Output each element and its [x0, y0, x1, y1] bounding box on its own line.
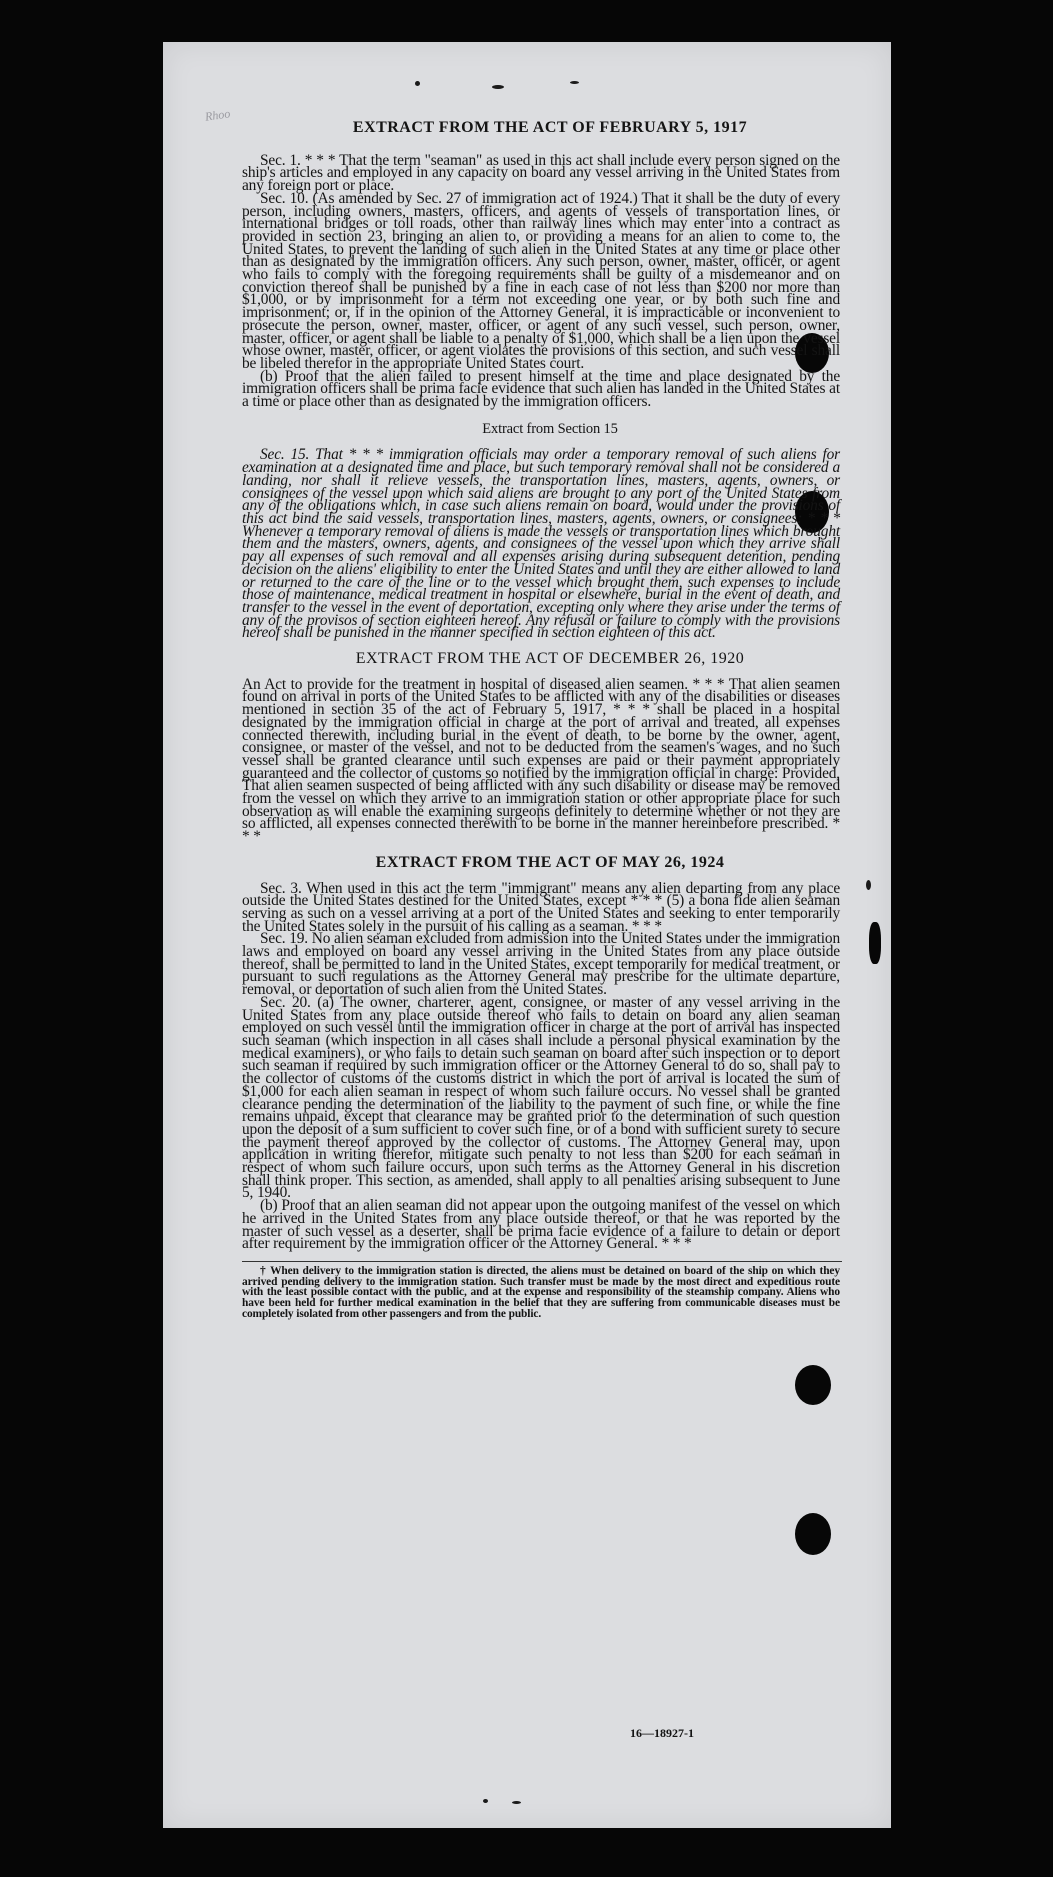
fleck — [570, 81, 579, 84]
fleck — [866, 880, 871, 890]
punch-hole — [795, 1513, 831, 1555]
fleck — [483, 1799, 488, 1803]
section-15: Sec. 15. That * * * immigration officials may order a temporary removal of such aliens for examination at a designated time and place, but such temporary removal shall not be considered a landing, nor shall it relieve vessels, the transportation lines, masters, agents, owners, or consignees of the vessel upon which said aliens are brought to any port of the United States from any of the obligations which, in case such aliens remain on board, would under the provisions of this act bind the said vessels, transportation lines, masters, agents, owners, or consignees: * * * Whenever a temporary removal of aliens is made the vessels or transportation lines which brought them and the masters, owners, agents, and consignees of the vessel upon which they arrive shall pay all expenses of such removal and all expenses arising during subsequent detention, pending decision on the aliens' eligibility to enter the United States and until they are either allowed to land or returned to the care of the line or to the vessel which brought them, such expenses to include those of maintenance, medical treatment in hospital or elsewhere, burial in the event of death, and transfer to the vessel in the event of deportation, excepting only where they arise under the terms of any of the provisos of section eighteen hereof. Any refusal or failure to comply with the provisions hereof shall be punished in the manner specified in section eighteen of this act. — [242, 446, 840, 642]
fleck — [512, 1801, 521, 1804]
fleck — [415, 81, 420, 86]
section-3: Sec. 3. When used in this act the term "immigrant" means any alien departing from any place outside the United States destined for the United States, except * * * (5) a bona fide alien seaman serving as such on a vessel arriving at a port of the United States and seeking to enter temporarily the United States solely in the pursuit of his calling as a seaman. * * * — [242, 879, 840, 935]
section-10b: (b) Proof that the alien failed to present himself at the time and place designated by the immigration officers shall be prima facie evidence that such alien has landed in the United States at a time or place other than as designated by the immigration officers. — [242, 367, 840, 411]
fleck — [492, 85, 504, 89]
heading-act-1924: EXTRACT FROM THE ACT OF MAY 26, 1924 — [375, 853, 725, 871]
document-number: 16—18927-1 — [630, 1726, 694, 1740]
heading-act-1917: EXTRACT FROM THE ACT OF FEBRUARY 5, 1917 — [352, 119, 748, 136]
heading-act-1920: EXTRACT FROM THE ACT OF DECEMBER 26, 1920 — [355, 650, 745, 668]
divider — [242, 1261, 842, 1262]
section-1: Sec. 1. * * * That the term "seaman" as used in this act shall include every person signed on the ship's articles and employed in any capacity on board any vessel arriving in the United States from any foreign port or place. — [242, 151, 840, 195]
punch-hole — [869, 922, 881, 964]
punch-hole — [795, 1365, 831, 1405]
section-10: Sec. 10. (As amended by Sec. 27 of immigration act of 1924.) That it shall be the duty of every person, including owners, masters, officers, and agents of vessels of transportation lines, or international bridges or toll roads, other than railway lines which may enter into a contract as provided in section 23, bringing an alien to, or providing a means for an alien to come to, the United States, to prevent the landing of such alien in the United States at any time or place other than as designated by the immigration officers. Any such person, owner, master, officer, or agent who fails to comply with the foregoing requirements shall be guilty of a misdemeanor and on conviction thereof shall be punished by a fine in each case of not less than $200 nor more than $1,000, or by imprisonment for a term not exceeding one year, or by both such fine and imprisonment; or, if in the opinion of the Attorney General, it is impracticable or inconvenient to prosecute the person, owner, master, officer, or agent of any such vessel, such person, owner, master, officer, or agent shall be liable to a penalty of $1,000, which shall be a lien upon the vessel whose owner, master, officer, or agent violates the provisions of this section, and such vessel shall be libeled therefor in the appropriate United States court. — [242, 189, 840, 372]
footnote: † When delivery to the immigration station is directed, the aliens must be detained on board of the ship on which they arrived pending delivery to the immigration station. Such transfer must be made by the most direct and expeditious route with the least possible contact with the public, and at the expense and responsibility of the steamship company. Aliens who have been held for further medical examination in the belief that they are suffering from communicable diseases must be completely isolated from other passengers and from the public. — [242, 1264, 840, 1320]
section-20: Sec. 20. (a) The owner, charterer, agent, consignee, or master of any vessel arriving in the United States from any place outside thereof who fails to detain on board any alien seaman employed on such vessel until the immigration officer in charge at the port of arrival has inspected such seaman (which inspection in all cases shall include a personal physical examination by the medical examiners), or who fails to detain such seaman on board after such inspection or to deport such seaman if required by such immigration officer or the Attorney General to do so, shall pay to the collector of customs of the customs district in which the port of arrival is located the sum of $1,000 for each alien seaman in respect of whom such failure occurs. No vessel shall be granted clearance pending the determination of the liability to the payment of such fine, or while the fine remains unpaid, except that clearance may be granted prior to the determination of such question upon the deposit of a sum sufficient to cover such fine, or of a bond with sufficient surety to secure the payment thereof approved by the collector of customs. The Attorney General may, upon application in writing therefor, mitigate such penalty to not less than $200 for each seaman in respect of whom such failure occurs, upon such terms as the Attorney General in his discretion shall think proper. This section, as amended, shall apply to all penalties arising subsequent to June 5, 1940. — [242, 993, 840, 1202]
pencil-mark: Rhoo — [204, 106, 232, 124]
subheading-section-15: Extract from Section 15 — [482, 420, 618, 437]
section-20b: (b) Proof that an alien seaman did not appear upon the outgoing manifest of the vessel on which he arrived in the United States from any place outside thereof, or that he was reported by the master of such vessel as a deserter, shall be prima facie evidence of a failure to detain or deport after requirement by the immigration officer or the Attorney General. * * * — [242, 1197, 840, 1253]
document-text — [242, 119, 840, 1320]
section-19: Sec. 19. No alien seaman excluded from admission into the United States under the immigration laws and employed on board any vessel arriving in the United States from any place outside thereof, shall be permitted to land in the United States, except temporarily for medical treatment, or pursuant to such regulations as the Attorney General may prescribe for the ultimate departure, removal, or deportation of such alien from the United States. — [242, 930, 840, 999]
act-1920-text: An Act to provide for the treatment in hospital of diseased alien seamen. * * * That alien seamen found on arrival in ports of the United States to be afflicted with any of the disabilities or diseases mentioned in section 35 of the act of February 5, 1917, * * * shall be placed in a hospital designated by the immigration official in charge at the port of arrival and treated, all expenses connected therewith, including burial in the event of death, to be borne by the owner, agent, consignee, or master of the vessel, and not to be deducted from the seamen's wages, and no such vessel shall be granted clearance until such expenses are paid or their payment appropriately guaranteed and the collector of customs so notified by the immigration official in charge: Provided, That alien seamen suspected of being afflicted with any such disability or disease may be removed from the vessel on which they arrive to an immigration station or other appropriate place for such observation as will enable the examining surgeons definitely to determine whether or not they are so afflicted, all expenses connected therewith to be borne in the manner hereinbefore prescribed. * * * — [242, 675, 840, 846]
